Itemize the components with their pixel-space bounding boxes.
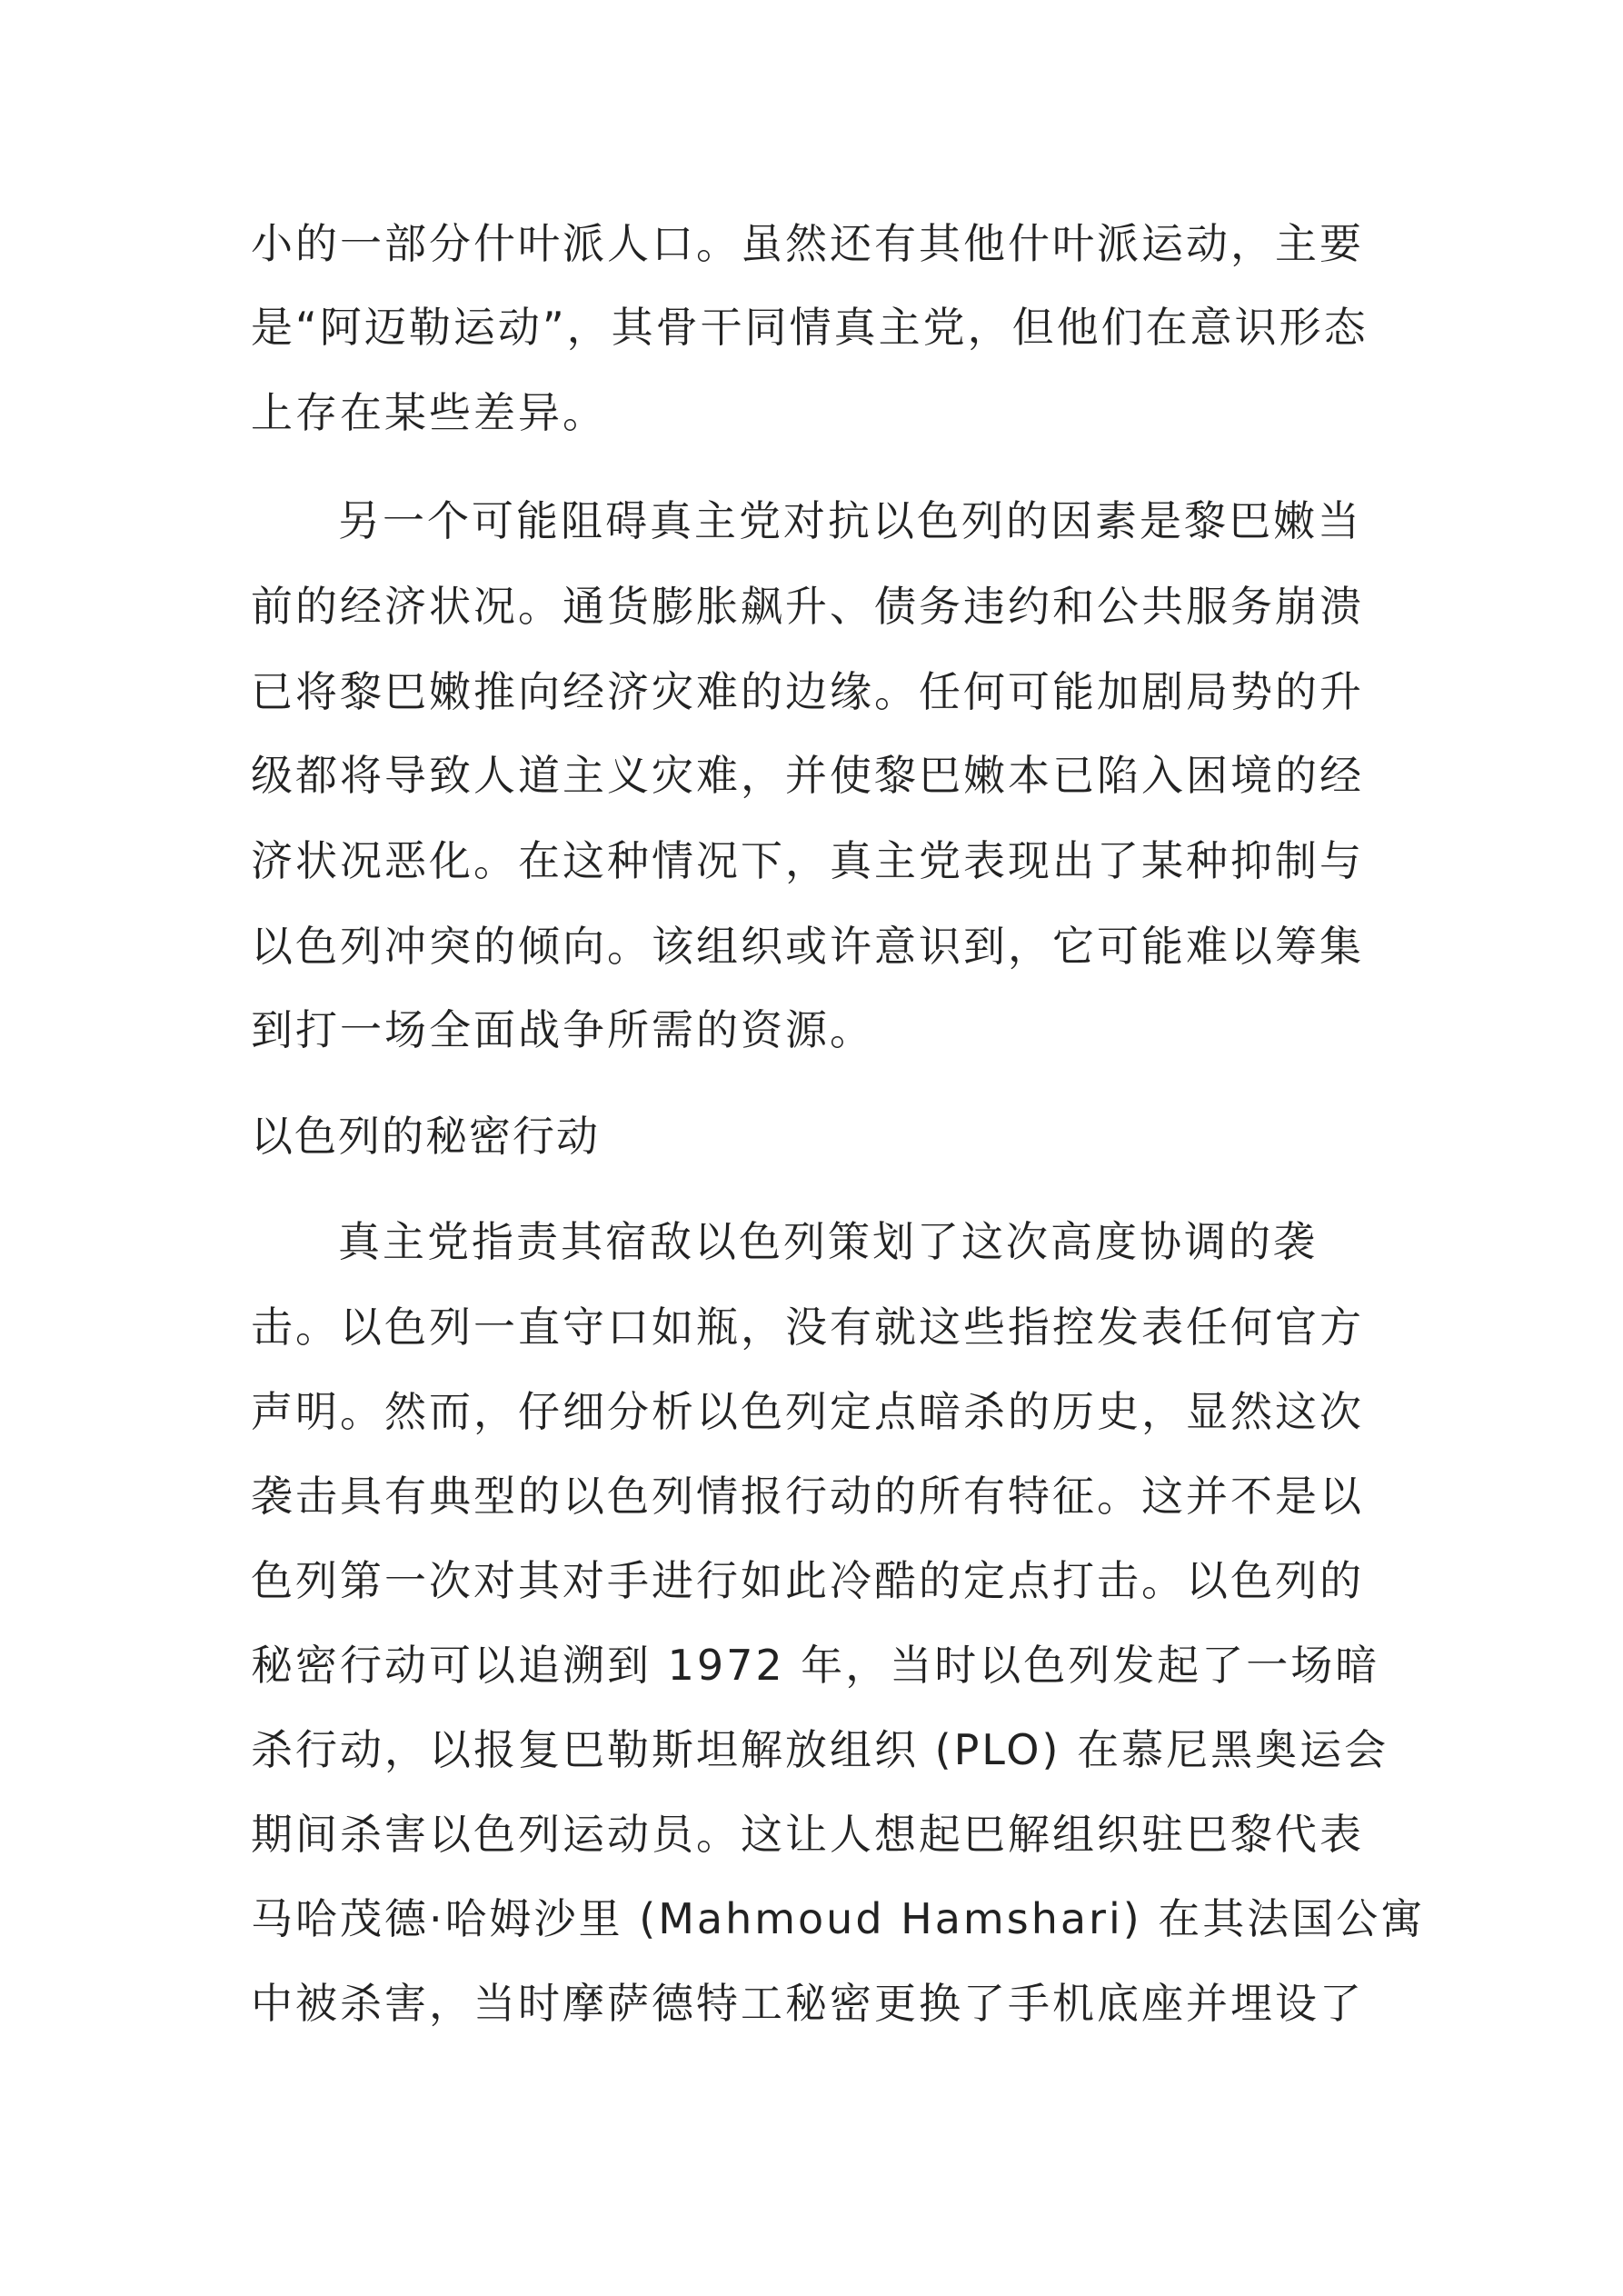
paragraph-1-line-2: 是“阿迈勒运动”，其骨干同情真主党，但他们在意识形态 (251, 303, 1369, 352)
section-paragraph-line-6: 秘密行动可以追溯到 1972 年，当时以色列发起了一场暗 (251, 1641, 1380, 1690)
section-heading: 以色列的秘密行动 (251, 1112, 600, 1161)
paragraph-2-line-7: 到打一场全面战争所需的资源。 (251, 1005, 874, 1054)
section-paragraph-line-8: 期间杀害以色列运动员。这让人想起巴解组织驻巴黎代表 (251, 1810, 1364, 1859)
section-paragraph-line-9: 马哈茂德·哈姆沙里 (Mahmoud Hamshari) 在其法国公寓 (251, 1894, 1426, 1943)
paragraph-2-line-5: 济状况恶化。在这种情况下，真主党表现出了某种抑制与 (251, 836, 1364, 885)
section-paragraph-line-7: 杀行动，以报复巴勒斯坦解放组织 (PLO) 在慕尼黑奥运会 (251, 1725, 1389, 1774)
paragraph-2-line-3: 已将黎巴嫩推向经济灾难的边缘。任何可能加剧局势的升 (251, 667, 1364, 716)
paragraph-1-line-3: 上存在某些差异。 (251, 388, 607, 437)
section-paragraph-line-3: 声明。然而，仔细分析以色列定点暗杀的历史，显然这次 (251, 1387, 1364, 1436)
paragraph-2-line-1: 另一个可能阻碍真主党对抗以色列的因素是黎巴嫩当 (338, 496, 1362, 545)
section-paragraph-line-2: 击。以色列一直守口如瓶，没有就这些指控发表任何官方 (251, 1303, 1364, 1352)
section-paragraph-line-1: 真主党指责其宿敌以色列策划了这次高度协调的袭 (338, 1217, 1318, 1266)
paragraph-1-line-1: 小的一部分什叶派人口。虽然还有其他什叶派运动，主要 (251, 219, 1364, 268)
section-paragraph-line-10: 中被杀害，当时摩萨德特工秘密更换了手机底座并埋设了 (251, 1979, 1364, 2028)
paragraph-2-line-4: 级都将导致人道主义灾难，并使黎巴嫩本已陷入困境的经 (251, 751, 1364, 800)
paragraph-2-line-2: 前的经济状况。通货膨胀飙升、债务违约和公共服务崩溃 (251, 582, 1364, 631)
section-paragraph-line-4: 袭击具有典型的以色列情报行动的所有特征。这并不是以 (251, 1472, 1364, 1521)
paragraph-2-line-6: 以色列冲突的倾向。该组织或许意识到，它可能难以筹集 (251, 922, 1364, 971)
section-paragraph-line-5: 色列第一次对其对手进行如此冷酷的定点打击。以色列的 (251, 1556, 1364, 1605)
